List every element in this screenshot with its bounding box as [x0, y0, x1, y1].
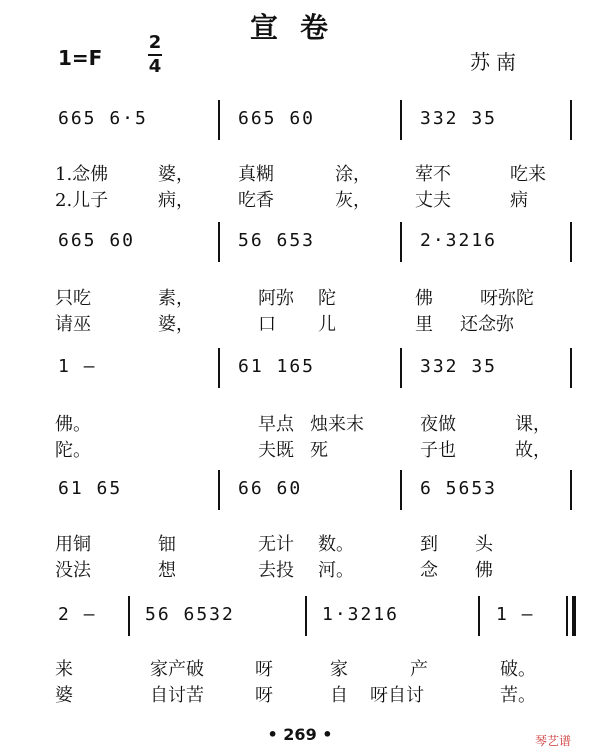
barline: [570, 470, 572, 510]
lyric-syllable: 河。: [318, 560, 354, 581]
measure-5-4: 1 —: [496, 604, 535, 625]
staff-system-3: [0, 348, 600, 388]
lyric-line-4-verse-1: [0, 530, 600, 555]
lyric-syllable: 灰，: [335, 190, 371, 211]
barline: [400, 348, 402, 388]
lyric-syllable: 去投: [258, 560, 294, 581]
lyric-syllable: 来: [55, 659, 73, 680]
staff-system-4: [0, 470, 600, 510]
barline: [570, 222, 572, 262]
lyric-syllable: 婆，: [158, 164, 194, 185]
lyric-syllable: 苦。: [500, 685, 536, 706]
barline: [218, 470, 220, 510]
lyric-syllable: 夫既: [258, 440, 294, 461]
measure-3-3: 332 35: [420, 356, 498, 377]
lyric-syllable: 到: [420, 534, 438, 555]
lyric-syllable: 故，: [515, 440, 551, 461]
measure-5-3: 1·3216: [322, 604, 400, 625]
lyric-syllable: 夜做: [420, 414, 456, 435]
lyric-syllable: 吃来: [510, 164, 546, 185]
barline: [305, 596, 307, 636]
final-barline-thin: [566, 596, 568, 636]
barline: [218, 348, 220, 388]
lyric-line-5-verse-2: [0, 681, 600, 706]
measure-3-1: 1 —: [58, 356, 97, 377]
lyric-syllable: 涂，: [335, 164, 371, 185]
barline: [218, 100, 220, 140]
lyric-syllable: 请巫: [55, 314, 91, 335]
measure-4-1: 61 65: [58, 478, 123, 499]
lyric-syllable: 数。: [318, 534, 354, 555]
lyric-syllable: 产: [410, 659, 428, 680]
lyric-syllable: 还念弥: [460, 314, 514, 335]
lyric-syllable: 头: [475, 534, 493, 555]
lyric-syllable: 破。: [500, 659, 536, 680]
lyric-syllable: 呀自讨: [370, 685, 424, 706]
measure-1-1: 665 6·5: [58, 108, 148, 129]
lyric-syllable: 死: [310, 440, 328, 461]
page-number: • 269 •: [267, 725, 333, 744]
lyric-syllable: 早点: [258, 414, 294, 435]
lyric-syllable: 丈夫: [415, 190, 451, 211]
barline: [128, 596, 130, 636]
measure-1-3: 332 35: [420, 108, 498, 129]
measure-2-2: 56 653: [238, 230, 316, 251]
measure-2-1: 665 60: [58, 230, 136, 251]
measure-2-3: 2·3216: [420, 230, 498, 251]
lyric-line-4-verse-2: [0, 556, 600, 581]
staff-system-1: [0, 100, 600, 140]
lyric-syllable: 佛: [475, 560, 493, 581]
lyric-syllable: 陀: [318, 288, 336, 309]
lyric-line-2-verse-2: [0, 310, 600, 335]
lyric-syllable: 2.儿子: [55, 190, 109, 211]
measure-4-2: 66 60: [238, 478, 303, 499]
measure-3-2: 61 165: [238, 356, 316, 377]
meter-bottom: 4: [148, 56, 162, 77]
lyric-syllable: 儿: [318, 314, 336, 335]
lyric-syllable: 无计: [258, 534, 294, 555]
measure-5-2: 56 6532: [145, 604, 235, 625]
measure-1-2: 665 60: [238, 108, 316, 129]
song-title: 宣卷: [249, 11, 350, 44]
staff-system-2: [0, 222, 600, 262]
lyric-syllable: 佛。: [55, 414, 91, 435]
lyric-syllable: 想: [158, 560, 176, 581]
lyric-syllable: 子也: [420, 440, 456, 461]
measure-4-3: 6 5653: [420, 478, 498, 499]
lyric-syllable: 只吃: [55, 288, 91, 309]
lyric-syllable: 念: [420, 560, 438, 581]
lyric-syllable: 佛: [415, 288, 433, 309]
lyric-line-3-verse-2: [0, 436, 600, 461]
lyric-syllable: 真糊: [238, 164, 274, 185]
lyric-line-1-verse-2: [0, 186, 600, 211]
key-signature: 1=F: [58, 46, 103, 70]
lyric-syllable: 呀弥陀: [480, 288, 534, 309]
barline: [570, 348, 572, 388]
barline: [400, 222, 402, 262]
lyric-syllable: 口: [258, 314, 276, 335]
final-barline-thick: [572, 596, 576, 636]
lyric-syllable: 阿弥: [258, 288, 294, 309]
lyric-line-2-verse-1: [0, 284, 600, 309]
barline: [570, 100, 572, 140]
lyric-syllable: 呀: [255, 685, 273, 706]
lyric-syllable: 素，: [158, 288, 194, 309]
song-origin: 苏南: [470, 50, 522, 74]
lyric-syllable: 婆: [55, 685, 73, 706]
lyric-line-5-verse-1: [0, 655, 600, 680]
barline: [400, 470, 402, 510]
lyric-syllable: 病: [510, 190, 528, 211]
lyric-syllable: 课，: [515, 414, 551, 435]
lyric-syllable: 婆，: [158, 314, 194, 335]
lyric-line-1-verse-1: [0, 160, 600, 185]
measure-5-1: 2 —: [58, 604, 97, 625]
lyric-line-3-verse-1: [0, 410, 600, 435]
lyric-syllable: 家产破: [150, 659, 204, 680]
lyric-syllable: 没法: [55, 560, 91, 581]
lyric-syllable: 家: [330, 659, 348, 680]
barline: [478, 596, 480, 636]
lyric-syllable: 自: [330, 685, 348, 706]
time-signature: [146, 32, 164, 78]
lyric-syllable: 呀: [255, 659, 273, 680]
lyric-syllable: 自讨苦: [150, 685, 204, 706]
lyric-syllable: 烛来末: [310, 414, 364, 435]
lyric-syllable: 里: [415, 314, 433, 335]
meter-top: 2: [148, 32, 162, 53]
barline: [400, 100, 402, 140]
lyric-syllable: 用铜: [55, 534, 91, 555]
lyric-syllable: 病，: [158, 190, 194, 211]
lyric-syllable: 吃香: [238, 190, 274, 211]
staff-system-5: [0, 596, 600, 636]
lyric-syllable: 陀。: [55, 440, 91, 461]
lyric-syllable: 1.念佛: [55, 164, 109, 185]
lyric-syllable: 钿: [158, 534, 176, 555]
watermark-logo: 琴艺谱: [535, 734, 572, 748]
lyric-syllable: 荤不: [415, 164, 451, 185]
barline: [218, 222, 220, 262]
